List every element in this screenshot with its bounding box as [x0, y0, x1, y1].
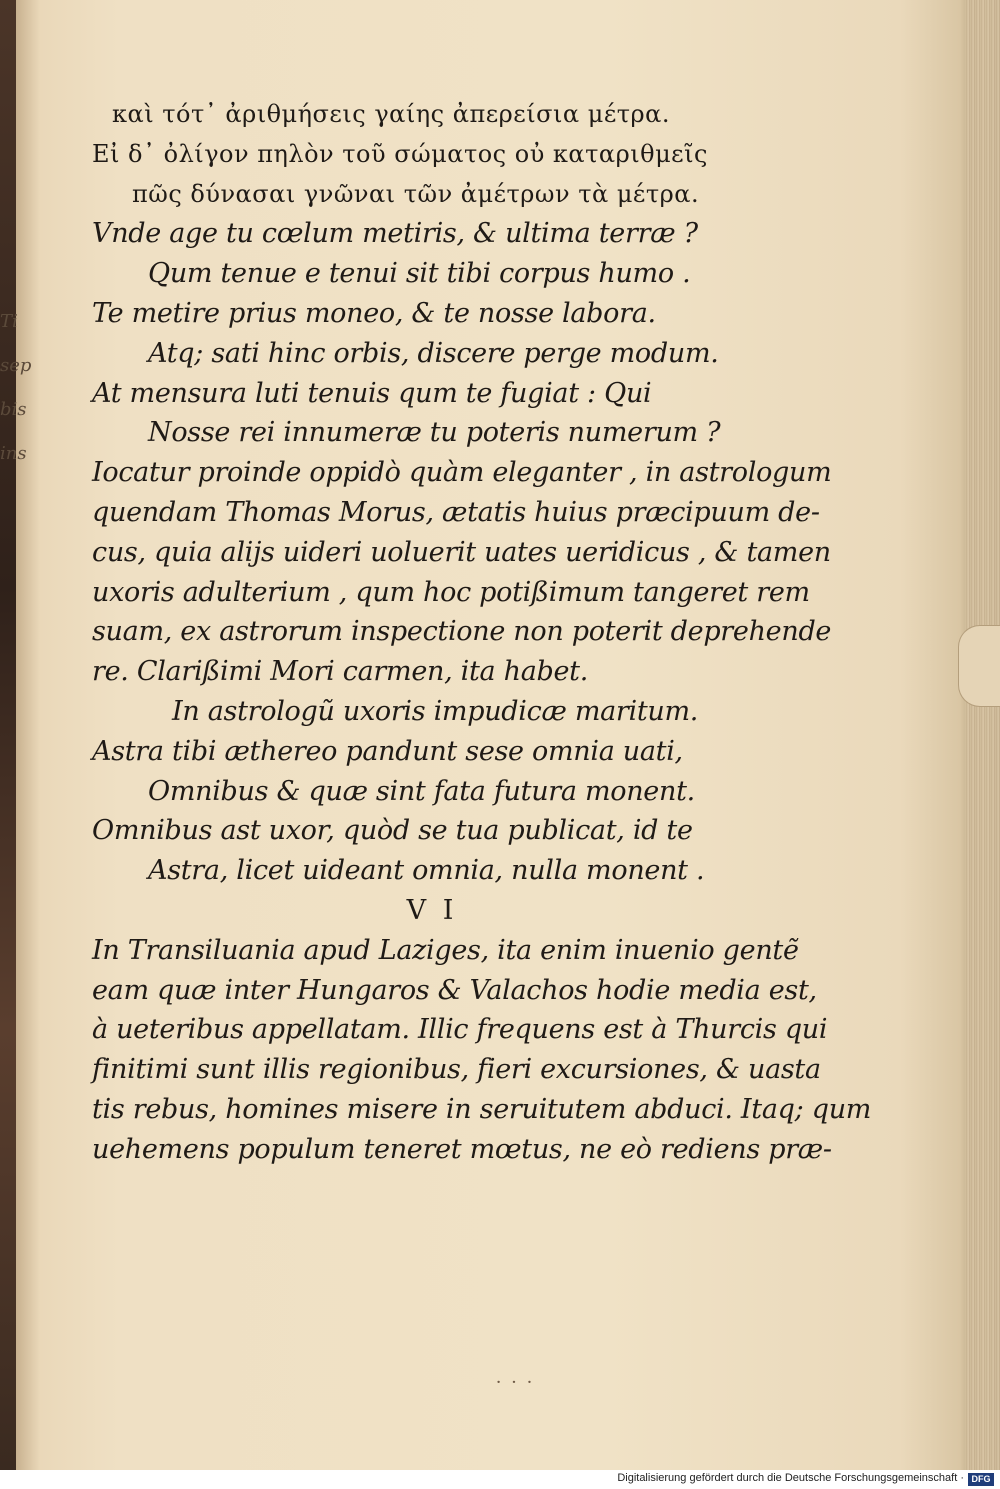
text-line: Te metire prius moneo, & te nosse labora.	[92, 297, 656, 329]
text-line: Omnibus ast uxor, quòd se tua publicat, id te	[92, 815, 693, 847]
text-line: à ueteribus appellatam. Illic frequens est à Thurcis qui	[92, 1014, 828, 1046]
footer-credit: Digitalisierung gefördert durch die Deutsche Forschungsgemeinschaft ·	[617, 1472, 964, 1484]
gutter-text	[0, 300, 32, 476]
text-line: cus, quia alijs uideri uoluerit uates ueridicus , & tamen	[92, 536, 831, 568]
dfg-logo: DFG	[968, 1473, 994, 1486]
text-line: In Transiluania apud Laziges, ita enim inuenio gentẽ	[92, 934, 799, 966]
text-line: καὶ τότ᾽ ἀριθμήσεις γαίης ἀπερείσια μέτρα.	[112, 100, 670, 128]
text-line: tis rebus, homines misere in seruitutem abduci. Itaq; qum	[92, 1093, 872, 1125]
text-line: πῶς δύνασαι γνῶναι τῶν ἀμέτρων τὰ μέτρα.	[132, 179, 700, 208]
text-line: finitimi sunt illis regionibus, fieri excursiones, & uasta	[92, 1054, 821, 1086]
text-line: re. Clarißimi Mori carmen, ita habet.	[92, 656, 589, 688]
text-line: In astrologũ uxoris impudicæ maritum.	[172, 695, 699, 727]
text-line: Nosse rei innumeræ tu poteris numerum ?	[148, 417, 721, 449]
page-edges	[965, 0, 1000, 1470]
text-line: Qum tenue e tenui sit tibi corpus humo .	[148, 258, 691, 290]
book-spine-edge	[0, 0, 32, 1470]
text-line: V I	[406, 894, 458, 926]
signature-mark: · · ·	[495, 1372, 535, 1393]
bookmark-tab	[958, 625, 1000, 707]
text-line: At mensura luti tenuis qum te fugiat : Qui	[92, 377, 652, 409]
text-line: Εἰ δ᾽ ὀλίγον πηλὸν τοῦ σώματος οὐ καταριθμεῖς	[92, 139, 708, 168]
gutter-fragment: ins	[0, 443, 27, 464]
gutter-fragment: Ti	[0, 311, 18, 332]
text-line: Omnibus & quæ sint fata futura monent.	[148, 775, 695, 807]
text-line: Vnde age tu cœlum metiris, & ultima terræ ?	[92, 218, 698, 250]
text-line: Iocatur proinde oppidò quàm eleganter , in astrologum	[92, 457, 832, 489]
text-block	[92, 95, 872, 1170]
text-line: eam quæ inter Hungaros & Valachos hodie media est,	[92, 974, 817, 1006]
text-line: Astra tibi æthereo pandunt sese omnia uati,	[92, 735, 683, 767]
footer-bar	[0, 1470, 1000, 1489]
text-line: uehemens populum teneret mœtus, ne eò rediens præ-	[92, 1133, 832, 1165]
text-line: Astra, licet uideant omnia, nulla monent .	[148, 855, 705, 887]
text-line: uxoris adulterium , qum hoc potißimum tangeret rem	[92, 576, 810, 608]
gutter-fragment: bis	[0, 399, 27, 420]
text-line: quendam Thomas Morus, ætatis huius præcipuum de-	[92, 496, 820, 528]
text-line: Atq; sati hinc orbis, discere perge modum.	[148, 337, 719, 369]
text-line: suam, ex astrorum inspectione non poterit deprehende	[92, 616, 832, 648]
gutter-fragment: sep	[0, 355, 32, 376]
